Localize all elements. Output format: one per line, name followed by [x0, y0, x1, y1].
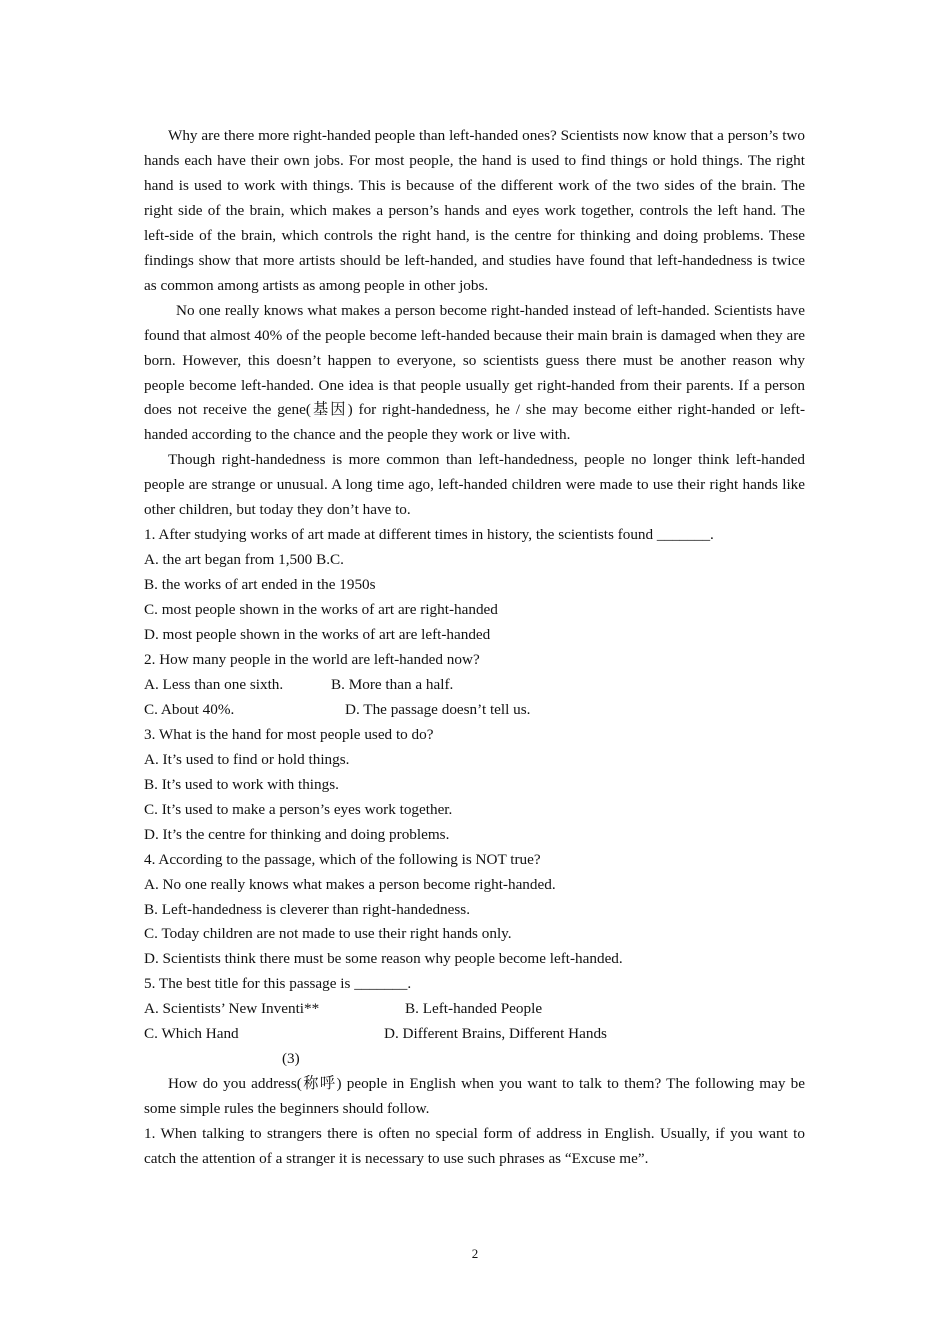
question-1-option-a: A. the art began from 1,500 B.C.	[144, 551, 344, 569]
question-2-stem: 2. How many people in the world are left-handed now?	[144, 651, 480, 669]
passage-paragraph-1: Why are there more right-handed people than left-handed ones? Scientists now know that a person’s two hands each have their own jobs. For most people, the hand is used to find things or hold things. The right hand is used to work with things. This is because of the different work of the two sides of the brain. The right side of the brain, which makes a person’s hands and eyes work together, controls the left hand. The left-side of the brain, which controls the right hand, is the centre for thinking and doing problems. These findings show that more artists should be left-handed, and studies have found that left-handedness is twice as common among artists as among people in other jobs.	[144, 127, 805, 294]
question-3-option-d: D. It’s the centre for thinking and doing problems.	[144, 825, 450, 843]
question-4-option-a: A. No one really knows what makes a person become right-handed.	[144, 875, 556, 893]
passage-paragraph-3: Though right-handedness is more common than left-handedness, people no longer think left-handed people are strange or unusual. A long time ago, left-handed children were made to use their right hands like other children, but today they don’t have to.	[144, 451, 805, 519]
question-3-option-c: C. It’s used to make a person’s eyes work together.	[144, 800, 453, 818]
question-4-option-c: C. Today children are not made to use their right hands only.	[144, 925, 512, 943]
passage-paragraph-2: No one really knows what makes a person become right-handed instead of left-handed. Scientists have found that almost 40% of the people become left-handed because their main brain is damaged when they are born. However, this doesn’t happen to everyone, so scientists guess there must be another reason why people become left-handed. One idea is that people usually get right-handed from their parents. If a person does not receive the gene(基因) for right-handedness, he / she may become either right-handed or left-handed according to the chance and the people they work or live with.	[144, 301, 805, 444]
question-3-option-a: A. It’s used to find or hold things.	[144, 750, 350, 768]
question-5-option-d: D. Different Brains, Different Hands	[384, 1025, 607, 1043]
question-3-option-b: B. It’s used to work with things.	[144, 775, 339, 793]
question-2-options-row-1	[144, 673, 805, 698]
question-1-stem: 1. After studying works of art made at different times in history, the scientists found _______.	[144, 526, 714, 544]
question-5-options-row-1	[144, 997, 805, 1022]
question-4-option-d: D. Scientists think there must be some reason why people become left-handed.	[144, 950, 623, 968]
section-3-intro: How do you address(称呼) people in English when you want to talk to them? The following may be some simple rules the beginners should follow.	[144, 1075, 805, 1118]
question-2-option-d: D. The passage doesn’t tell us.	[345, 700, 531, 718]
question-1-option-d: D. most people shown in the works of art are left-handed	[144, 626, 491, 644]
question-1-option-b: B. the works of art ended in the 1950s	[144, 576, 376, 594]
question-5-options-row-2	[144, 1022, 805, 1047]
question-4-option-b: B. Left-handedness is cleverer than right-handedness.	[144, 900, 470, 918]
question-4-stem: 4. According to the passage, which of the following is NOT true?	[144, 850, 541, 868]
question-5-option-b: B. Left-handed People	[405, 1000, 543, 1018]
question-2-option-b: B. More than a half.	[331, 675, 454, 693]
question-2-options-row-2	[144, 698, 805, 723]
question-5-stem: 5. The best title for this passage is _______.	[144, 975, 412, 993]
section-3-label: (3)	[282, 1050, 300, 1068]
page-number: 2	[471, 1246, 479, 1261]
question-5-option-a: A. Scientists’ New Inventi**	[144, 1000, 320, 1018]
question-5-option-c: C. Which Hand	[144, 1025, 239, 1043]
question-1-option-c: C. most people shown in the works of art are right-handed	[144, 601, 498, 619]
question-3-stem: 3. What is the hand for most people used to do?	[144, 725, 434, 743]
question-2-option-a: A. Less than one sixth.	[144, 675, 284, 693]
question-2-option-c: C. About 40%.	[144, 700, 235, 718]
document-page	[144, 124, 805, 1172]
section-3-rule-1: 1. When talking to strangers there is often no special form of address in English. Usually, if you want to catch the attention of a stranger it is necessary to use such phrases as “Excuse me”.	[144, 1125, 805, 1168]
